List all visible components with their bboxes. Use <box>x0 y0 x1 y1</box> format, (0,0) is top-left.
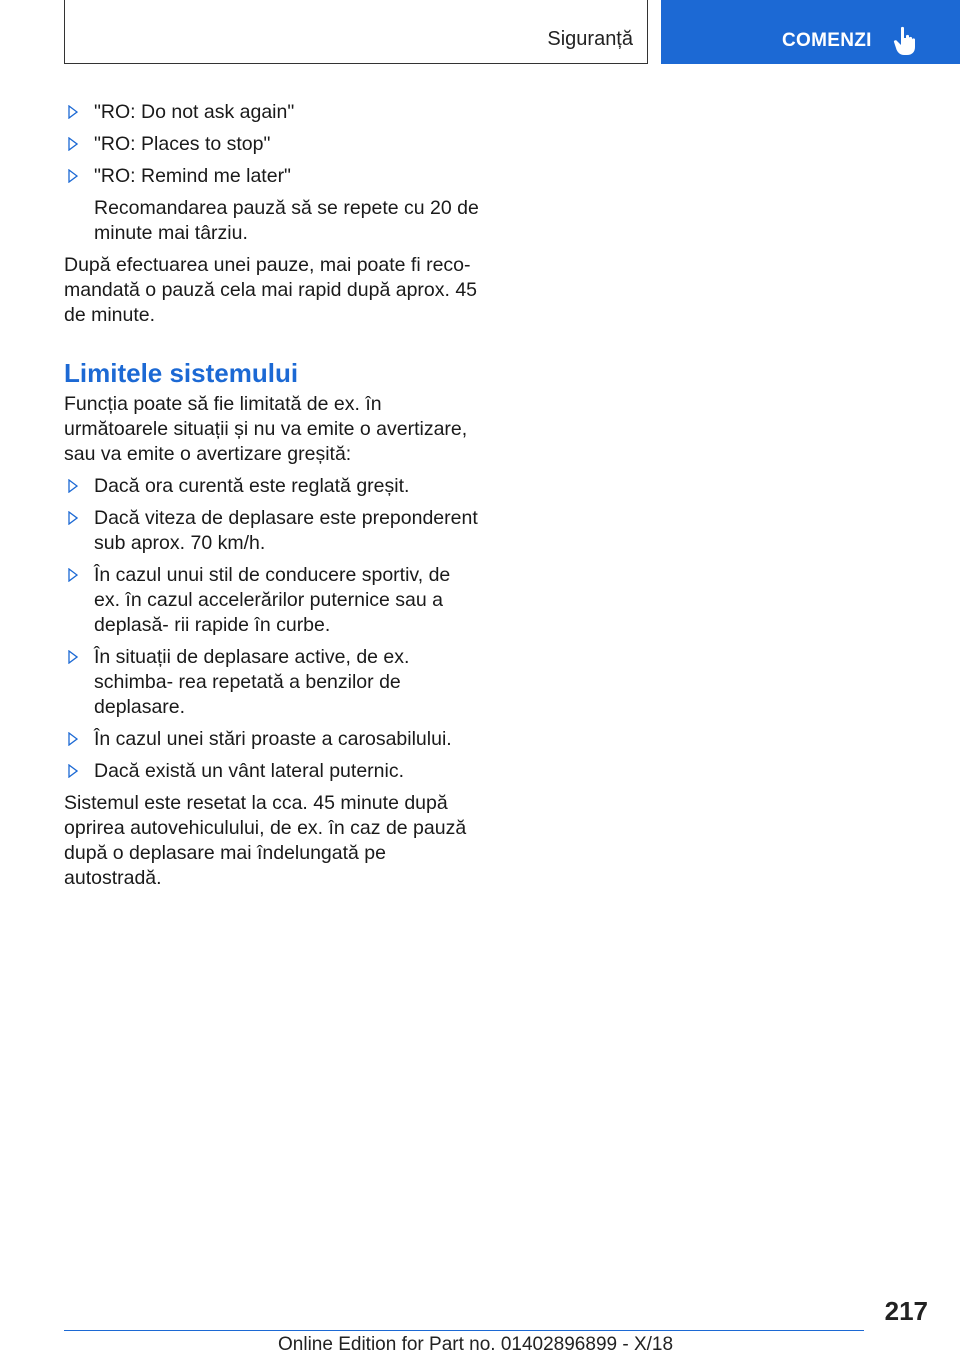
list-item-subtext: Recomandarea pauză să se repete cu 20 de minute mai târziu. <box>94 197 479 244</box>
triangle-bullet-icon <box>68 137 78 151</box>
list-item-text: "RO: Do not ask again" <box>94 101 295 123</box>
list-item-text: Dacă există un vânt lateral puternic. <box>94 760 405 782</box>
triangle-bullet-icon <box>68 105 78 119</box>
body-paragraph: După efectuarea unei pauze, mai poate fi reco‐ mandată o pauză cela mai rapid după aprox. 45 de minute. <box>64 254 478 326</box>
triangle-bullet-icon <box>68 650 78 664</box>
list-item <box>64 506 480 556</box>
footer-edition: Online Edition for Part no. 01402896899 - X/18 <box>278 1334 674 1355</box>
list-item <box>64 563 480 638</box>
list-item-text: Dacă ora curentă este reglată greșit. <box>94 475 410 497</box>
list-item <box>64 759 480 784</box>
body-paragraph: Sistemul este resetat la cca. 45 minute după oprirea autovehiculului, de ex. în caz de pauză după o deplasare mai îndelungată pe autostradă. <box>64 792 467 889</box>
triangle-bullet-icon <box>68 568 78 582</box>
page-number: 217 <box>884 1296 928 1326</box>
triangle-bullet-icon <box>68 764 78 778</box>
section-heading: Limitele sistemului <box>64 358 299 388</box>
list-item <box>64 164 480 189</box>
triangle-bullet-icon <box>68 169 78 183</box>
page-content <box>64 100 480 898</box>
list-item <box>64 100 480 125</box>
list-item-text: Dacă viteza de deplasare este preponderent sub aprox. 70 km/h. <box>94 507 478 554</box>
chapter-title: COMENZI <box>782 30 872 51</box>
section-title: Siguranță <box>547 28 633 50</box>
limitations-list <box>64 474 480 784</box>
list-item-text: În cazul unei stări proaste a carosabilului. <box>94 728 452 750</box>
triangle-bullet-icon <box>68 479 78 493</box>
list-item-text: "RO: Places to stop" <box>94 133 271 155</box>
body-paragraph: Funcția poate să fie limitată de ex. în următoarele situații și nu va emite o avertizare, sau va emite o avertizare greșită: <box>64 393 468 465</box>
list-item <box>64 132 480 157</box>
list-item-text: În cazul unui stil de conducere sportiv, de ex. în cazul accelerărilor puternice sau a deplasă‐ rii rapide în curbe. <box>94 564 451 636</box>
triangle-bullet-icon <box>68 511 78 525</box>
list-item-text: În situații de deplasare active, de ex. schimba‐ rea repetată a benzilor de deplasare. <box>94 646 410 718</box>
list-item <box>64 645 480 720</box>
triangle-bullet-icon <box>68 732 78 746</box>
pointing-hand-icon <box>893 26 919 56</box>
list-item-text: "RO: Remind me later" <box>94 165 291 187</box>
header-section-box <box>64 0 648 64</box>
footer-divider <box>64 1330 864 1331</box>
list-item <box>64 474 480 499</box>
list-item <box>64 727 480 752</box>
header-chapter-tab[interactable] <box>661 0 960 64</box>
options-list <box>64 100 480 189</box>
